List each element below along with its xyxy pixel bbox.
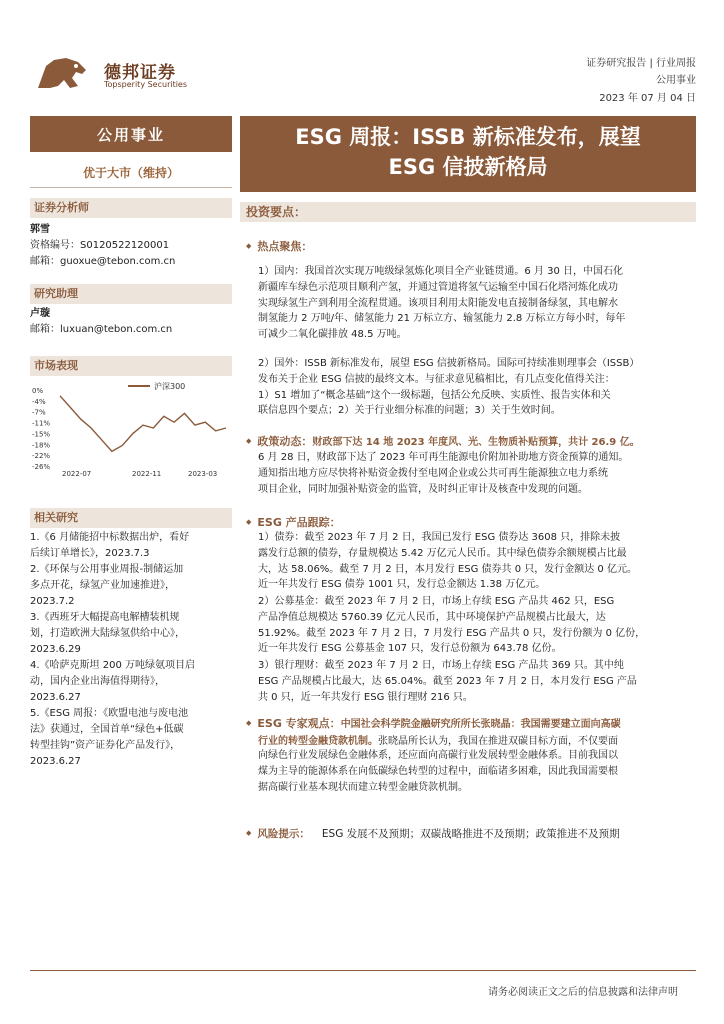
report-type: 证券研究报告 | 行业周报 [586, 58, 696, 69]
related-research-line: 4.《哈萨克斯坦 200 万吨绿氨项目启 [30, 660, 195, 671]
related-research-line: 多点开花，绿氢产业加速推进》， [30, 580, 175, 591]
y-tick-label: -22% [32, 452, 51, 461]
paragraph-line: 共 0 只，近一年共发行 ESG 银行理财 216 只。 [258, 691, 473, 703]
footer-divider [30, 970, 696, 971]
report-title [240, 116, 696, 192]
title-line-1: ESG 周报：ISSB 新标准发布，展望 [295, 125, 641, 149]
paragraph-line: 6 月 28 日，财政部下达了 2023 年可再生能源电价附加补助地方资金预算的通知。 [258, 452, 629, 463]
investment-points-heading: 投资要点： [240, 202, 696, 222]
logo-text-en: Topsperity Securities [104, 80, 188, 89]
y-tick-label: -11% [32, 419, 51, 428]
paragraph-line: 近一年共发行 ESG 公募基金 107 只，发行总份额为 643.78 亿份。 [258, 643, 562, 655]
related-research-line: 2023.7.2 [30, 596, 75, 607]
paragraph-line: 3）银行理财：截至 2023 年 7 月 2 日，市场上存续 ESG 产品共 369 只。其中纯 [258, 660, 624, 671]
paragraph-line: 2）国外：ISSB 新标准发布，展望 ESG 信披新格局。国际可持续准则理事会（ISSB） [258, 358, 640, 369]
esg-wealth-paragraph [258, 658, 696, 705]
paragraph-line: 51.92%。截至 2023 年 7 月 2 日，7 月发行 ESG 产品共 0 只，发行份额为 0 亿份， [258, 627, 646, 639]
paragraph-line: 1）国内：我国首次实现万吨级绿氢炼化项目全产业链贯通。6 月 30 日，中国石化 [258, 266, 623, 277]
related-research-line: 2023.6.27 [30, 692, 81, 703]
hot-overseas-paragraph [258, 356, 696, 419]
sector-banner: 公用事业 [30, 116, 232, 152]
logo-text-cn: 德邦证券 [104, 63, 176, 83]
paragraph-line: 实现绿氢生产到利用全流程贯通。该项目利用太阳能发电直接制备绿氢，其电解水 [258, 297, 618, 309]
related-heading: 相关研究 [30, 508, 232, 528]
expert-headline: 中国社会科学院金融研究所所长张晓晶：我国需要建立面向高碳 [340, 719, 621, 730]
related-research-line: 2.《环保与公用事业周报-制储运加 [30, 564, 184, 575]
paragraph-line: 发布关于企业 ESG 信披的最终文本。与征求意见稿相比，有几点变化值得关注： [258, 373, 615, 385]
y-tick-label: -26% [32, 463, 51, 471]
market-performance-chart [30, 380, 232, 480]
related-research-line: 法》获通过，全国首单“绿色+低碳 [30, 724, 184, 735]
related-research-item[interactable] [30, 658, 232, 706]
y-tick-label: -7% [32, 408, 46, 417]
esg-bonds-paragraph [258, 530, 696, 593]
related-research-line: 动，国内企业出海值得期待》， [30, 676, 165, 687]
related-research-line: 转型挂钩”资产证券化产品发行》， [30, 740, 181, 751]
paragraph-line: 大，达 58.06%。截至 7 月 2 日，本月发行 ESG 债券共 0 只，发行金额达 0 亿元。 [258, 563, 637, 575]
related-research-line: 划，打造欧洲大陆绿氢供给中心》， [30, 628, 185, 639]
paragraph-line: ESG 产品规模占比最大，达 65.04%。截至 2023 年 7 月 2 日，本月发行 ESG 产品 [258, 675, 637, 687]
policy-paragraph [258, 450, 696, 497]
paragraph-line: 露发行总额的债券，存量规模达 5.42 万亿元人民币。其中绿色债券余额规模占比最 [258, 547, 627, 559]
company-logo [32, 52, 92, 94]
paragraph-line: 1）债券：截至 2023 年 7 月 2 日，我国已发行 ESG 债券达 3608 只，排除未披 [258, 532, 621, 543]
related-research-line: 1.《6 月储能招中标数据出炉，看好 [30, 532, 190, 543]
y-tick-label: -15% [32, 430, 51, 439]
related-research-item[interactable] [30, 610, 232, 658]
assistant-heading: 研究助理 [30, 284, 232, 304]
paragraph-line: 向绿色行业发展绿色金融体系，还应面向高碳行业发展转型金融体系。目前我国以 [258, 750, 618, 761]
x-tick-label: 2022-11 [132, 470, 162, 478]
analyst-cert: 资格编号：S0120522120001 [30, 240, 170, 251]
analyst-name: 郭雪 [30, 224, 50, 235]
hot-domestic-paragraph [258, 264, 696, 343]
expert-heading [246, 716, 696, 750]
paragraph-line: 制氢能力 2 万吨/年、储氢能力 21 万标立方、输氢能力 2.8 万标立方每小时，每年 [258, 313, 626, 325]
paragraph-line: 据高碳行业基本现状而建立转型金融贷款机制。 [258, 781, 468, 793]
risk-notice [246, 826, 620, 841]
risk-label: ◆ 风险提示： [246, 828, 310, 840]
policy-label: ◆ 政策动态： [246, 435, 312, 448]
paragraph-line: 联信息四个要点；2）关于行业细分标准的问题；3）关于生效时间。 [258, 405, 561, 417]
assistant-name: 卢璇 [30, 308, 50, 319]
header-sector: 公用事业 [656, 75, 696, 86]
paragraph-line: 近一年共发行 ESG 债券 1001 只，发行总金额达 1.38 万亿元。 [258, 579, 546, 591]
analyst-email: 邮箱：guoxue@tebon.com.cn [30, 256, 176, 267]
assistant-email: 邮箱：luxuan@tebon.com.cn [30, 324, 173, 335]
related-research-item[interactable] [30, 706, 232, 770]
y-tick-label: -4% [32, 397, 46, 406]
report-date: 2023 年 07 月 04 日 [599, 93, 696, 104]
y-tick-label: -18% [32, 441, 51, 450]
related-research-line: 3.《西班牙大幅提高电解槽装机规 [30, 612, 180, 623]
market-heading: 市场表现 [30, 356, 232, 376]
paragraph-line: 通知指出地方应尽快将补贴资金拨付至电网企业或公共可再生能源独立电力系统 [258, 467, 608, 479]
paragraph-line: 煤为主导的能源体系在向低碳绿色转型的过程中，面临诸多困难，因此我国需要根 [258, 765, 618, 777]
series-line-hs300 [60, 396, 226, 452]
title-line-2: ESG 信披新格局 [388, 155, 548, 179]
paragraph-line: 新疆库车绿色示范项目顺利产氢，并通过管道将氢气运输至中国石化塔河炼化成功 [258, 281, 618, 293]
expert-line-2-rest: 张晓晶所长认为，我国在推进双碳目标方面，不仅要面 [378, 735, 618, 747]
esg-funds-paragraph [258, 594, 696, 657]
related-research-item[interactable] [30, 530, 232, 562]
x-tick-label: 2022-07 [62, 470, 92, 478]
related-research-list [30, 530, 232, 770]
related-research-line: 2023.6.29 [30, 644, 81, 655]
policy-headline: 财政部下达 14 地 2023 年度风、光、生物质补贴预算，共计 26.9 亿。 [312, 437, 640, 448]
x-tick-label: 2023-03 [188, 470, 218, 478]
expert-headline-2: 行业的转型金融贷款机制。 [258, 735, 378, 747]
expert-paragraph [258, 748, 696, 795]
related-research-line: 后续订单增长》，2023.7.3 [30, 548, 150, 559]
related-research-line: 2023.6.27 [30, 756, 81, 767]
expert-label: ◆ ESG 专家观点： [246, 717, 341, 730]
hot-topics-heading: ◆ 热点聚焦： [246, 238, 312, 254]
paragraph-line: 项目企业，同时加强补贴资金的监管，及时纠正审计及核查中发现的问题。 [258, 483, 588, 495]
risk-text: ESG 发展不及预期；双碳战略推进不及预期；政策推进不及预期 [321, 828, 620, 840]
paragraph-line: 产品净值总规模达 5760.39 亿元人民币，其中环境保护产品规模占比最大，达 [258, 611, 606, 623]
related-research-item[interactable] [30, 562, 232, 610]
y-tick-label: 0% [32, 387, 44, 395]
esg-products-heading: ◆ ESG 产品跟踪： [246, 514, 341, 530]
analyst-heading: 证券分析师 [30, 198, 232, 218]
paragraph-line: 可减少二氧化碳排放 48.5 万吨。 [258, 329, 407, 341]
paragraph-line: 1）S1 增加了“概念基础”这个一级标题，包括公允反映、实质性、报告实体和关 [258, 389, 611, 401]
legend-label: 沪深300 [154, 382, 186, 391]
related-research-line: 5.《ESG 周报：《欧盟电池与废电池 [30, 708, 189, 719]
rating: 优于大市（维持） [30, 158, 232, 188]
paragraph-line: 2）公募基金：截至 2023 年 7 月 2 日，市场上存续 ESG 产品共 462 只，ESG [258, 596, 615, 607]
footer-disclaimer: 请务必阅读正文之后的信息披露和法律声明 [488, 987, 678, 998]
